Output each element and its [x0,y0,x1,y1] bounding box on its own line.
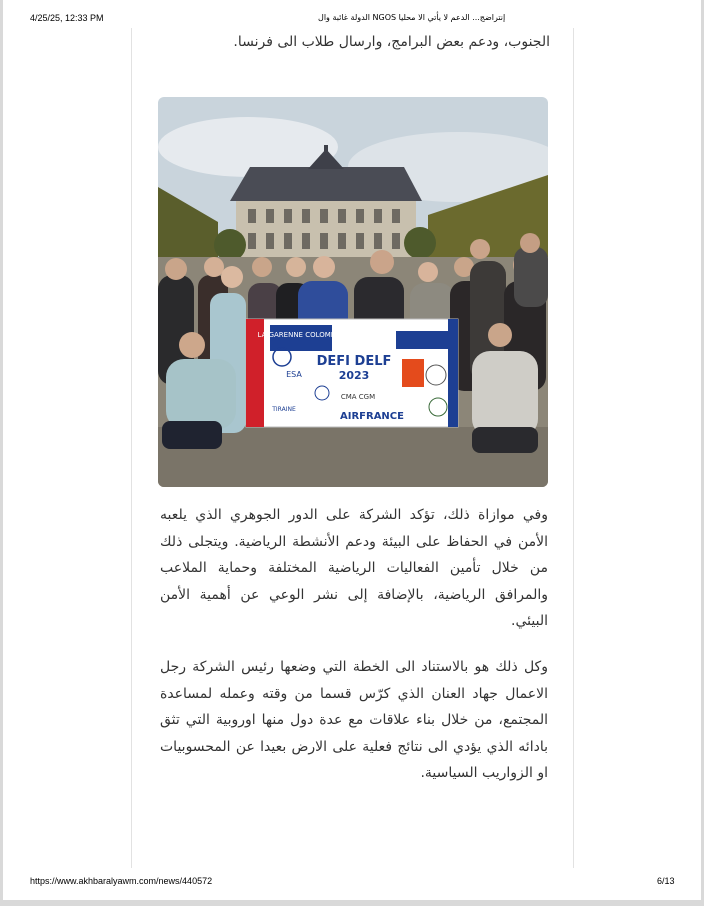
article-paragraph-1: وفي موازاة ذلك، تؤكد الشركة على الدور الجوهري الذي يلعبه الأمن في الحفاظ على البيئة ودعم الأنشطة الرياضية. ويتجلى ذلك من خلال تأمين الفعاليات الرياضية المختلفة وحماية الملاعب والمرافق الرياضية، بالإضافة إلى نشر الوعي عن أهمية الأمن البيئي. [160,507,548,629]
print-page-number: 6/13 [657,876,675,886]
page-frame-left [0,0,3,906]
svg-text:LA GARENNE COLOMBES: LA GARENNE COLOMBES [257,331,345,339]
page-frame-bottom [0,900,704,906]
group-photo-illustration [158,97,548,487]
photo-banner [246,319,458,427]
svg-text:CMA CGM: CMA CGM [340,393,376,401]
print-page-title: إنتراضج... الدعم لا يأتي الا محليا NGOS الدولة غائبة وال [318,13,506,22]
article-paragraph-2: وكل ذلك هو بالاستناد الى الخطة التي وضعها رئيس الشركة رجل الاعمال جهاد العنان الذي كرّس قسما من وقته وعمله لمساعدة المجتمع، من خلال بناء علاقات مع عدة دول منها اوروبية التي تثق بادائه الذي يؤدي الى نتائج فعلية على الارض بعيدا عن المحسوبيات او الزواريب السياسية. [160,659,548,781]
svg-text:ESA: ESA [286,370,302,379]
photo-tree [214,229,246,261]
svg-text:TIRAINE: TIRAINE [272,406,296,413]
column-divider-right [573,28,574,868]
svg-text:2023: 2023 [338,369,370,382]
svg-text:DEFI DELF: DEFI DELF [316,354,392,369]
article-body [150,28,550,56]
column-divider-left [131,28,132,868]
print-url: https://www.akhbaralyawm.com/news/440572 [30,876,213,886]
svg-text:AIRFRANCE: AIRFRANCE [340,411,404,422]
article-photo[interactable] [158,97,548,487]
photo-tree [404,227,436,259]
article-lead-line: الجنوب، ودعم بعض البرامج، وارسال طلاب الى فرنسا. [233,34,550,50]
print-datetime: 4/25/25, 12:33 PM [30,13,104,23]
